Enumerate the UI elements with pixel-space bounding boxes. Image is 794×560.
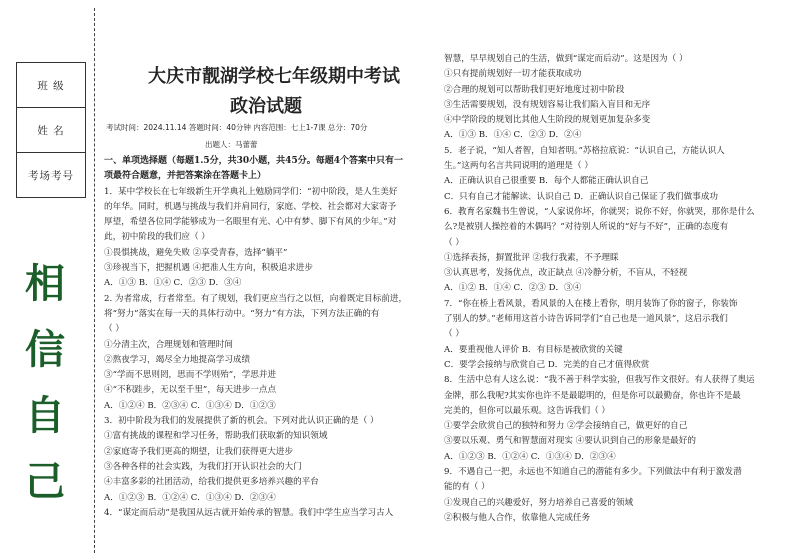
answer-options: C．要学会接纳与欣赏自己 D．完美的自己才值得欣赏 (444, 359, 650, 370)
question-line: ②家庭寄予我们更高的期望，让我们获得更大进步 (104, 446, 294, 457)
exam-number-label: 考场考号 (17, 153, 86, 198)
question-line: ①选择表扬，摒置批评 ②我行我素，不予理睬 (444, 252, 619, 263)
question-line: ①发现自己的兴趣爱好，努力培养自己喜爱的领域 (444, 497, 634, 508)
question-line: ③珍视当下，把握机遇 ④把准人生方向，积极追求进步 (104, 263, 313, 274)
question-line: 9．不遇自己一把，永远也不知道自己的潜能有多少。下列做法中有利于激发潜 (444, 467, 742, 478)
question-line: ③各种各样的社会实践，为我们打开认识社会的大门 (104, 461, 302, 472)
exam-subtitle: 政治试题 (230, 96, 302, 117)
question-line: （ ） (444, 237, 464, 248)
question-line: ①分清主次，合理规划和管理时间 (104, 339, 233, 350)
question-line: 3．初中阶段为我们的发展提供了新的机会。下列对此认识正确的是（ ） (104, 416, 379, 427)
student-info-table (16, 62, 86, 198)
question-line: ①畏惧挑战，避免失败 ②享受青春，选择“躺平” (104, 247, 288, 258)
question-line: ③生活需要规划，没有规划容易让我们陷入盲目和无序 (444, 99, 651, 110)
slogan-char: 相 (25, 260, 65, 307)
question-line: ③要以乐观、勇气和智慧面对现实 ④要认识到自己的形象是最好的 (444, 436, 696, 447)
answer-options: A．要重视他人评价 B．有目标是被欣赏的关键 (444, 344, 623, 355)
question-line: ②合理的规划可以帮助我们更好地度过初中阶段 (444, 84, 625, 95)
slogan-char: 自 (25, 392, 65, 439)
question-line: ①要学会欣赏自己的独特和努力 ②学会接纳自己，做更好的自己 (444, 421, 688, 432)
question-line: （ ） (104, 324, 124, 335)
question-line: 生。”这两句名言共同说明的道理是（ ） (444, 161, 593, 172)
question-line: ①富有挑战的课程和学习任务，帮助我们获取新的知识领域 (104, 431, 328, 442)
question-line: 5．老子说，“知人者智，自知者明。”苏格拉底说：“认识自己，方能认识人 (444, 145, 725, 156)
name-label: 姓 名 (17, 108, 86, 153)
binding-line (94, 8, 95, 553)
question-line: （ ） (444, 329, 464, 340)
question-line: 智慧，早早规划自己的生活，做到“谋定而后动”。这是因为（ ） (444, 54, 688, 64)
answer-options: A．①②④ B．②③④ C．①③④ D．①②③ (104, 400, 276, 411)
question-line: 7．“你在桥上看风景，看风景的人在楼上看你，明月装饰了你的窗子，你装饰 (444, 298, 738, 309)
question-line: 6．教育名家魏书生曾说，“人家说你坏，你就哭；说你不好，你就哭，那你是什么 (444, 206, 755, 217)
question-line: ④丰富多彩的社团活动，给我们提供更多培养兴趣的平台 (104, 477, 319, 488)
question-line: 完美的，但你可以最乐观。这告诉我们（ ） (444, 405, 611, 416)
question-line: ①只有提前规划好一切才能获取成功 (444, 69, 582, 80)
answer-options: A．①②③ B．①②④ C．①③④ D．②③④ (444, 451, 616, 462)
answer-options: A．①③ B．①④ C．②③ D．③④ (104, 278, 242, 289)
question-line: 金牌，那么我呢?其实你也许不是最聪明的，但是你可以最勤奋，你也许不是最 (444, 390, 741, 401)
question-line: 4．“谋定而后动”是我国从远古就开始传承的智慧。我们中学生应当学习古人 (104, 507, 394, 518)
question-line: ③认真思考，发扬优点，改正缺点 ④冷静分析，不盲从，不轻视 (444, 268, 688, 279)
question-line: 此，初中阶段的我们应（ ） (104, 232, 210, 243)
question-line: 2. 为者常成，行者常至。有了规划，我们更应当行之以恒，向着既定目标前进， (104, 293, 408, 304)
right-column (444, 52, 784, 526)
question-line: 的年华。同时，机遇与挑战与我们并肩同行，家庭、学校、社会都对大家寄予 (104, 201, 397, 212)
question-line: ④“不积跬步，无以至千里”，每天进步一点点 (104, 385, 277, 396)
question-line: 将“努力”落实在每一天的具体行动中。“努力”有方法，下列方法正确的有 (104, 308, 380, 319)
answer-options: A．①②③ B．①②④ C．①③④ D．②③④ (104, 492, 276, 503)
question-line: 8．生活中总有人这么说：“我不善于科学实验，但我写作文很好。有人获得了奥运 (444, 375, 755, 386)
question-line: ④中学阶段的规划比其他人生阶段的规划更加复杂多变 (444, 115, 651, 126)
question-line: ②积极与他人合作，依靠他人完成任务 (444, 512, 591, 523)
exam-title: 大庆市靓湖学校七年级期中考试 (148, 66, 400, 87)
question-line: ③“学而不思则罔，思而不学则殆”，学思并进 (104, 370, 277, 381)
exam-meta: 考试时间：2024.11.14 答题时间：40分钟 内容范围：七上1-7课 总分：70分 (106, 123, 368, 132)
question-line: 厚望，希望各位同学能够成为一名眼里有光、心中有梦、脚下有风的少年。”对 (104, 217, 397, 228)
section-heading: 一、单项选择题（每题1.5分，共30小题，共45分。每题4个答案中只有一 (104, 156, 403, 166)
slogan-char: 信 (25, 326, 65, 373)
answer-options: C．只有自己才能解读、认识自己 D．正确认识自己保证了我们做事成功 (444, 191, 719, 202)
section-heading: 项最符合题意，并把答案涂在答题卡上） (104, 171, 267, 182)
question-line: 能的有（ ） (444, 482, 490, 493)
question-line: ②熬夜学习，竭尽全力地提高学习成绩 (104, 354, 251, 365)
question-line: 么?是被别人操控着的木偶吗？”对待别人所说的“好与不好”，正确的态度有 (444, 222, 729, 233)
exam-author: 出题人：马蕾蕾 (205, 140, 258, 149)
slogan-char: 己 (25, 458, 65, 505)
left-column (104, 154, 430, 521)
answer-options: A．正确认识自己很重要 B．每个人都能正确认识自己 (444, 176, 649, 187)
question-line: 1．某中学校长在七年级新生开学典礼上勉励同学们：“初中阶段，是人生美好 (104, 186, 398, 197)
class-label: 班 级 (17, 63, 86, 108)
question-line: 了别人的梦。”老师用这首小诗告诉同学们“自己也是一道风景”，这启示我们 (444, 314, 728, 325)
answer-options: A．①② B．①④ C．②③ D．③④ (444, 283, 582, 294)
answer-options: A．①③ B．①④ C．②③ D．②④ (444, 130, 582, 141)
